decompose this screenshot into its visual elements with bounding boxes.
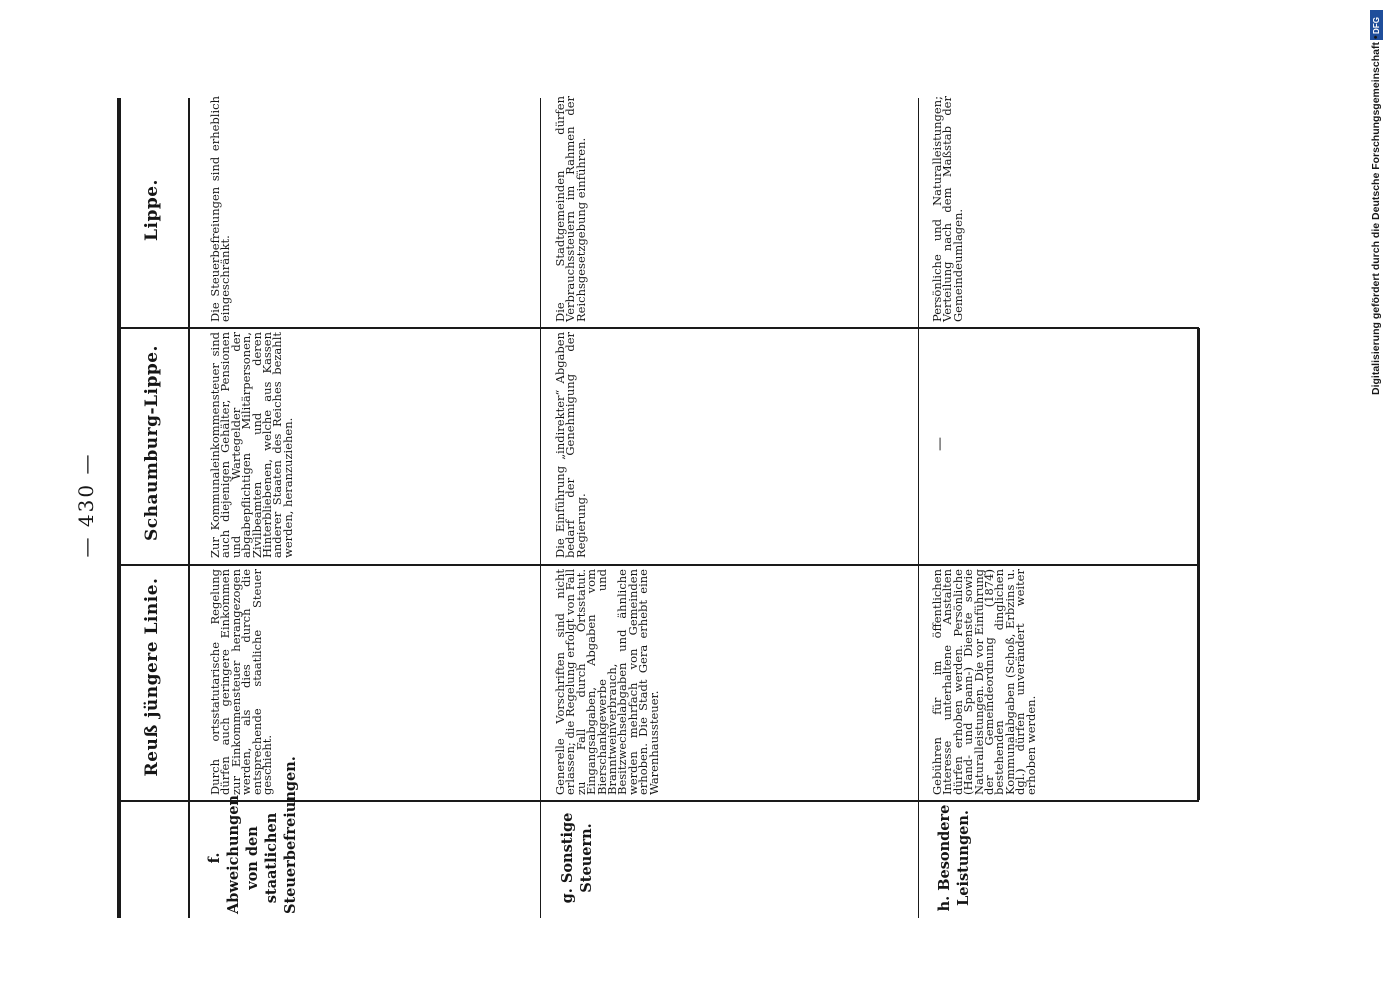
cell-h-schaumburg: — xyxy=(932,437,948,451)
row-sep-1 xyxy=(540,98,541,918)
page-number: — 430 — xyxy=(74,452,98,558)
table-border-top xyxy=(117,98,121,918)
cell-f-schaumburg: Zur Kommunaleinkommensteuer sind auch diejenigen Gehälter, Pensionen und Wartegelder der abgabepflichtigen Militärpersonen, Zivilbeamten und deren Hinterbliebenen, welche aus Kassen anderer Staaten des Reiches bezahlt werden, heranzuziehen. xyxy=(208,332,295,558)
row-label-h: h. Besondere Leistungen. xyxy=(936,804,972,912)
cell-f-reuss: Durch ortsstatutarische Regelung dürfen auch geringere Einkommen zur Einkommensteuer herangezogen werden, als dies durch die entsprechende staatliche Steuer geschieht. xyxy=(208,569,275,795)
credit-text: Digitalisierung gefördert durch die Deutsche Forschungsgemeinschaft • xyxy=(1370,35,1382,395)
cell-g-lippe: Die Stadtgemeinden dürfen Verbrauchssteuern im Rahmen der Reichsgesetzgebung einführen. xyxy=(553,96,588,322)
col-sep-reuss xyxy=(119,564,1199,566)
col-sep-schaumburg xyxy=(119,327,1199,329)
column-header-reuss: Reuß jüngere Linie. xyxy=(142,577,162,777)
cell-h-reuss: Gebühren für im öffentlichen Interesse unterhaltene Anstalten dürfen erhoben werden. Persönliche (Hand- und Spann-) Dienste sowie Naturalleistungen. Die vor Einführung der Gemeindeordnung (1874) bestehenden dinglichen Kommunalabgaben (Schoß, Erbzins u. dgl.) dürfen unverändert weiter erhoben werden. xyxy=(930,569,1038,795)
dfg-logo: DFG xyxy=(1370,10,1383,40)
row-label-f: f. Abweichungen von den staatlichen Steuerbefreiungen. xyxy=(206,756,299,914)
column-header-schaumburg: Schaumburg-Lippe. xyxy=(142,345,162,541)
cell-g-reuss: Generelle Vorschriften sind nicht erlassen; die Regelung erfolgt von Fall zu Fall durch Ortsstatut. Eingangsabgaben, Abgaben vom Bierschankgewerbe und Branntweinverbrauch, Besitzwechselabgaben und ähnliche werden mehrfach von Gemeinden erhoben. Die Stadt Gera erhebt eine Warenhaussteuer. xyxy=(553,569,661,795)
cell-h-lippe: Persönliche und Naturalleistungen; Verteilung nach dem Maßstab der Gemeindeumlagen. xyxy=(930,96,965,322)
header-rule xyxy=(188,98,190,918)
row-sep-2 xyxy=(918,98,919,918)
cell-g-schaumburg: Die Einführung „indirekter“ Abgaben bedarf der Genehmigung der Regierung. xyxy=(553,332,588,558)
row-label-g: g. Sonstige Steuern. xyxy=(559,812,595,904)
column-header-lippe: Lippe. xyxy=(142,179,162,241)
cell-f-lippe: Die Steuerbefreiungen sind erheblich eingeschränkt. xyxy=(208,96,233,322)
credit-line xyxy=(1370,10,1383,395)
